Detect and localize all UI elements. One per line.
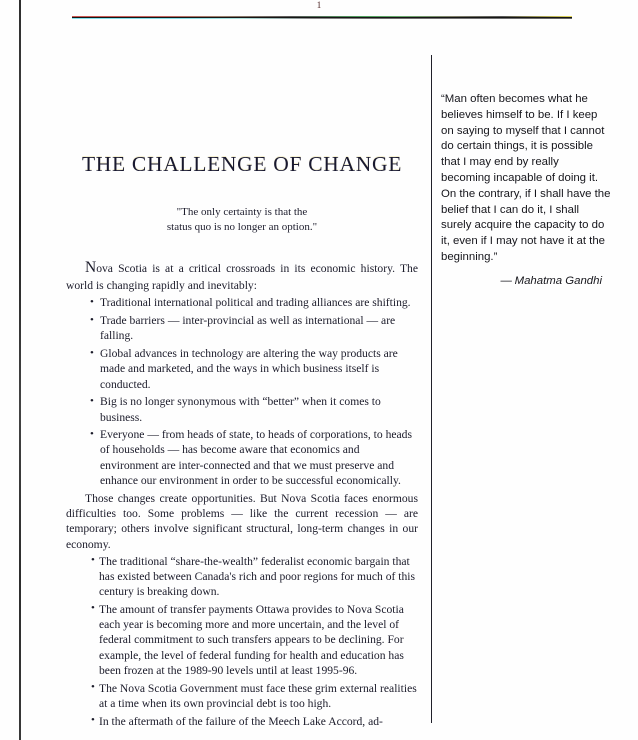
page-number: 1	[316, 0, 322, 10]
list-item	[66, 346, 418, 392]
list-item-text: Traditional international political and trading alliances are shifting.	[100, 296, 411, 310]
rule-chromatic-fringe-bottom	[72, 18, 572, 19]
list-item	[66, 554, 418, 600]
list-item	[66, 295, 418, 310]
list-item	[66, 313, 418, 343]
list-item	[66, 602, 418, 678]
list-item-text: The Nova Scotia Government must face these grim external realities at a time when its own provincial debt is too high.	[99, 681, 417, 710]
bullet-list-changes	[66, 295, 418, 488]
main-text-column	[66, 140, 418, 732]
list-item	[66, 427, 418, 488]
list-item	[66, 394, 418, 424]
epigraph-line-1: "The only certainty is that the	[176, 206, 308, 218]
paragraph-intro: Nova Scotia is at a critical crossroads in its economic history. The world is changing rapidly and inevitably:	[66, 259, 418, 293]
bullet-icon: •	[90, 313, 94, 326]
bullet-icon: •	[91, 602, 95, 615]
list-item-text: The amount of transfer payments Ottawa provides to Nova Scotia each year is becoming more and more uncertain, and the level of federal commitment to such transfers appears to be declining. For example, the level of federal funding for health and education has been frozen at the 1989-90 levels until at least 1995-96.	[99, 602, 404, 677]
attribution-name: Mahatma Gandhi	[514, 274, 602, 287]
bullet-icon: •	[91, 554, 95, 567]
sidebar-quote-text: “Man often becomes what he believes himself to be. If I keep on saying to myself that I cannot do certain things, it is possible that I may end by really becoming incapable of doing it. On the contrary, if I shall have the belief that I can do it, I shall surely acquire the capacity to do it, even if I may not have it at the beginning.”	[441, 93, 611, 263]
bullet-icon: •	[90, 295, 94, 308]
header-rule	[72, 16, 572, 19]
list-item-text: The traditional “share-the-wealth” federalist economic bargain that has existed between Canada's rich and poor regions for much of this century is breaking down.	[99, 554, 415, 599]
column-divider-rule	[431, 55, 432, 723]
paragraph-transition: Those changes create opportunities. But Nova Scotia faces enormous difficulties too. Some problems — like the current recession — are temporary; others involve significant structural, long-term changes in our economy.	[66, 492, 418, 551]
list-item-text: Big is no longer synonymous with “better” when it comes to business.	[100, 395, 381, 424]
epigraph-line-2: status quo is no longer an option."	[166, 220, 318, 233]
bullet-icon: •	[91, 681, 95, 694]
bullet-icon: •	[90, 394, 94, 407]
list-item-text: In the aftermath of the failure of the Meech Lake Accord, ad-	[99, 714, 383, 728]
list-item-text: Global advances in technology are altering the way products are made and marketed, and the ways in which business itself is conducted.	[100, 347, 398, 391]
list-item-text: Trade barriers — inter-provincial as well as international — are falling.	[100, 314, 396, 343]
sidebar-attribution	[441, 275, 611, 287]
epigraph-quote	[66, 205, 418, 234]
chapter-title: THE CHALLENGE OF CHANGE	[81, 152, 403, 176]
sidebar-pullquote	[441, 92, 611, 287]
bullet-icon: •	[90, 346, 94, 359]
bullet-icon: •	[90, 427, 94, 440]
list-item	[66, 714, 418, 729]
attribution-dash: —	[500, 274, 512, 287]
book-spine-edge	[19, 0, 21, 740]
list-item-text: Everyone — from heads of state, to heads of corporations, to heads of households — has become aware that economics and environment are inter-connected and that we must preserve and enhance our environment in order to be successful economically.	[100, 428, 412, 487]
body-text	[66, 258, 418, 729]
bullet-list-difficulties	[66, 554, 418, 729]
bullet-icon: •	[91, 714, 95, 727]
list-item	[66, 681, 418, 711]
